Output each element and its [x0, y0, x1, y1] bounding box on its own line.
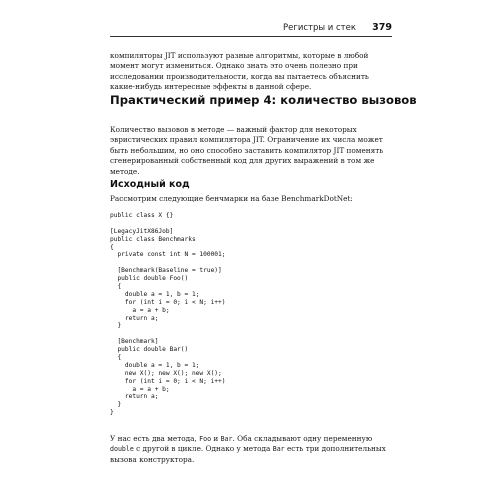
code-line: {: [110, 243, 114, 251]
inline-code-bar: Bar: [220, 435, 233, 443]
closing-paragraph: [110, 434, 394, 465]
inline-code-foo: Foo: [199, 435, 212, 443]
code-line: a = a + b;: [110, 306, 170, 314]
section-title: Практический пример 4: количество вызовов: [110, 93, 417, 107]
running-header: [110, 22, 392, 37]
code-line: a = a + b;: [110, 385, 170, 393]
inline-code-bar-2: Bar: [272, 445, 285, 454]
closing-text-5: есть три дополнительных вызова конструктора.: [110, 444, 386, 464]
code-line: public double Bar(): [110, 346, 189, 354]
code-line: [LegacyJitX86Job]: [110, 227, 174, 235]
closing-text-2: и: [211, 434, 221, 443]
code-line: public class X {}: [110, 212, 174, 219]
subsection-paragraph: Рассмотрим следующие бенчмарки на базе BenchmarkDotNet:: [110, 194, 353, 203]
code-line: new X(); new X(); new X();: [110, 369, 222, 377]
closing-text-4: с другой в цикле. Однако у метода: [133, 444, 273, 454]
code-line: public class Benchmarks: [110, 235, 196, 243]
page-number: 379: [372, 22, 392, 33]
closing-text-1: У нас есть два метода,: [110, 434, 200, 443]
code-line: double a = 1, b = 1;: [110, 361, 200, 369]
inline-code-double: double: [110, 445, 134, 454]
code-line: for (int i = 0; i < N; i++): [110, 298, 226, 306]
code-line: [110, 220, 394, 228]
code-line: [Benchmark(Baseline = true)]: [110, 267, 222, 275]
code-line: return a;: [110, 393, 159, 401]
code-line: [Benchmark]: [110, 338, 159, 346]
section-paragraph: Количество вызовов в методе — важный фактор для некоторых эвристических правил компилятора JIT. Ограничение их числа может быть небольшим, но оно способно заставить компилятор JIT поменять сгенерированный собственный код для других выражений в том же методе.: [110, 125, 384, 176]
code-line: return a;: [110, 314, 159, 322]
code-line: {: [110, 354, 122, 362]
closing-text-3: . Оба складывают одну переменную: [232, 434, 373, 443]
code-line: public double Foo(): [110, 275, 189, 283]
code-line: }: [110, 409, 114, 417]
intro-paragraph: компиляторы JIT используют разные алгоритмы, которые в любой момент могут измениться. Однако знать это очень полезно при исследовании производительности, когда вы пытаетесь объяснить какие-нибудь интересные эффекты в данной сфере.: [110, 51, 369, 92]
running-title: Регистры и стек: [283, 23, 356, 33]
code-line: {: [110, 283, 122, 291]
code-line: private const int N = 100001;: [110, 251, 226, 259]
code-line: double a = 1, b = 1;: [110, 290, 200, 298]
subsection-title: Исходный код: [110, 179, 190, 190]
code-line: [110, 259, 394, 267]
code-line: }: [110, 322, 122, 330]
code-listing: [110, 212, 394, 417]
code-line: [110, 330, 394, 338]
code-line: }: [110, 401, 122, 409]
code-line: for (int i = 0; i < N; i++): [110, 377, 226, 385]
